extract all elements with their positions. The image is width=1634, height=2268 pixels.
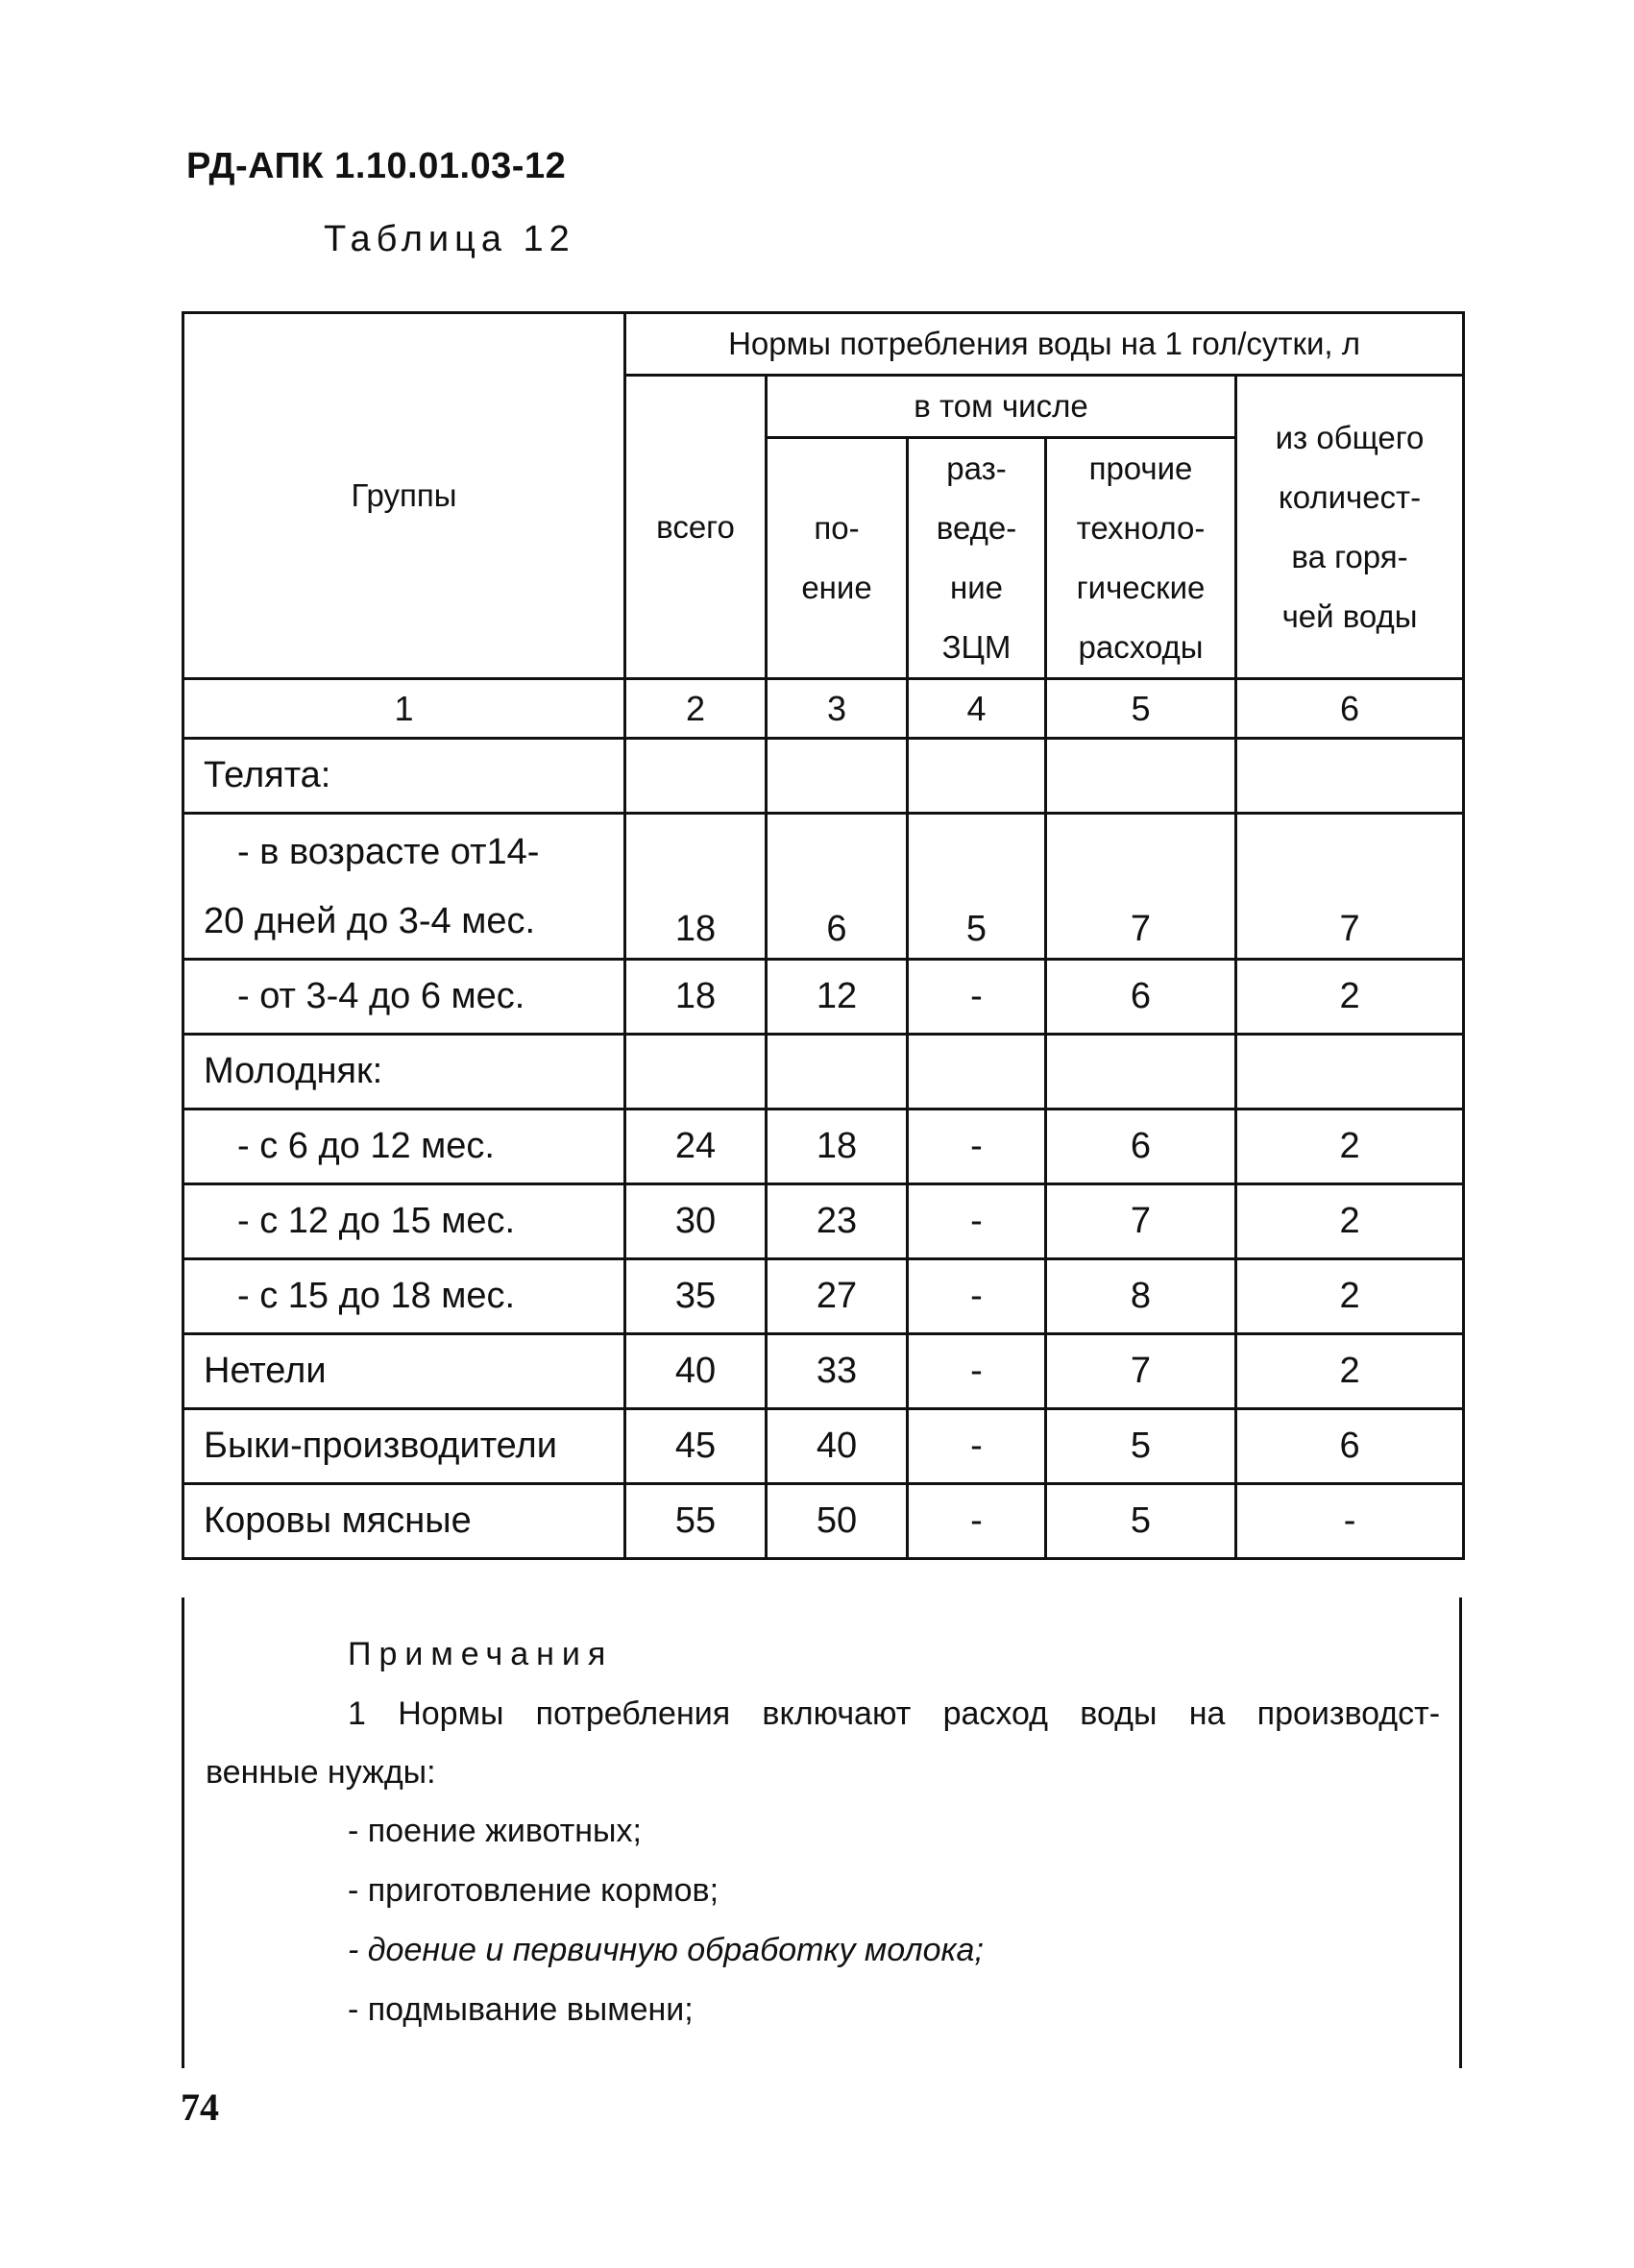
group-label: Телята: [183,739,625,814]
value-zcm: - [908,1110,1046,1184]
table-row [183,1184,1464,1259]
value-zcm: - [908,1484,1046,1559]
value-total: 30 [625,1184,767,1259]
group-label-line: - в возрасте от14- [237,831,540,872]
group-label: Коровы мясные [183,1484,625,1559]
value-zcm: - [908,1334,1046,1409]
value-total: 45 [625,1409,767,1484]
table-row [183,1484,1464,1559]
group-label: Быки-производители [183,1409,625,1484]
value-other: 5 [1046,1484,1236,1559]
header-norms: Нормы потребления воды на 1 гол/сутки, л [625,313,1464,376]
notes-title: Примечания [348,1636,614,1672]
header-hot-water [1236,376,1464,679]
value-hot-water [1236,1035,1464,1110]
value-other: 7 [1046,1184,1236,1259]
group-label: - с 6 до 12 мес. [183,1110,625,1184]
value-total [625,739,767,814]
column-number: 1 [183,679,625,739]
value-drinking: 18 [767,1110,908,1184]
group-label: - с 15 до 18 мес. [183,1259,625,1334]
group-label [183,814,625,960]
value-total: 55 [625,1484,767,1559]
header-other-line: гические [1076,570,1206,605]
header-hot-water-line: чей воды [1281,597,1418,634]
note-word: 1 [348,1695,366,1732]
table-row [183,739,1464,814]
header-hot-water-line: из общего [1275,419,1425,455]
group-label-line: 20 дней до 3-4 мес. [204,900,536,941]
value-drinking: 40 [767,1409,908,1484]
column-number: 5 [1046,679,1236,739]
header-other-expenses [1046,438,1236,679]
value-hot-water [1236,739,1464,814]
value-zcm: - [908,1184,1046,1259]
header-total: всего [625,376,767,679]
value-total: 18 [625,960,767,1035]
note-word: воды [1080,1695,1158,1732]
note-list-item: - подмывание вымени; [348,1991,694,2028]
header-zcm-line: раз- [946,451,1007,486]
value-total [625,1035,767,1110]
value-total: 35 [625,1259,767,1334]
header-zcm-line: ЗЦМ [941,629,1012,665]
note-word: на [1188,1695,1226,1732]
document-code: РД-АПК 1.10.01.03-12 [186,146,567,186]
group-label: - с 12 до 15 мес. [183,1184,625,1259]
note-word: потребления [535,1695,731,1732]
value-zcm [908,1035,1046,1110]
note-word: включают [762,1695,912,1732]
value-drinking [767,739,908,814]
value-zcm [908,739,1046,814]
value-other: 8 [1046,1259,1236,1334]
value-total: 40 [625,1334,767,1409]
column-number: 2 [625,679,767,739]
value-zcm: - [908,1409,1046,1484]
header-drinking [767,438,908,679]
header-zcm [908,438,1046,679]
table-row [183,1110,1464,1184]
value-hot-water: 6 [1236,1409,1464,1484]
value-other [1046,1035,1236,1110]
value-hot-water: 2 [1236,1334,1464,1409]
note-1-line-2: венные нужды: [206,1754,436,1791]
group-label: Нетели [183,1334,625,1409]
value-drinking: 6 [767,814,908,960]
note-list-item: - поение животных; [348,1813,642,1849]
column-number-row [183,679,1464,739]
note-word: расход [942,1695,1048,1732]
table-title: Таблица 12 [324,219,575,259]
value-other: 6 [1046,960,1236,1035]
header-drinking-line: по- [814,510,860,546]
header-groups: Группы [183,313,625,679]
value-other: 7 [1046,814,1236,960]
page-number: 74 [181,2085,219,2129]
header-zcm-line: веде- [936,510,1017,546]
value-zcm: - [908,960,1046,1035]
note-list-item: - доение и первичную обработку молока; [348,1932,984,1968]
value-drinking: 23 [767,1184,908,1259]
header-other-line: техноло- [1076,510,1206,546]
value-hot-water: 2 [1236,1259,1464,1334]
header-including: в том числе [767,376,1236,438]
value-drinking: 33 [767,1334,908,1409]
value-other [1046,739,1236,814]
column-number: 6 [1236,679,1464,739]
header-other-line: расходы [1078,629,1204,665]
header-hot-water-line: количест- [1278,478,1422,515]
value-total: 24 [625,1110,767,1184]
value-zcm: 5 [908,814,1046,960]
note-list-item: - приготовление кормов; [348,1872,719,1909]
value-drinking: 27 [767,1259,908,1334]
value-other: 6 [1046,1110,1236,1184]
value-hot-water: 2 [1236,960,1464,1035]
value-hot-water: - [1236,1484,1464,1559]
column-number: 4 [908,679,1046,739]
header-hot-water-line: ва горя- [1291,538,1408,574]
value-hot-water: 7 [1236,814,1464,960]
group-label: - от 3-4 до 6 мес. [183,960,625,1035]
table-row [183,814,1464,960]
value-drinking: 12 [767,960,908,1035]
table-row [183,1259,1464,1334]
table-row [183,1409,1464,1484]
value-drinking: 50 [767,1484,908,1559]
norms-table-container [182,311,1462,1560]
note-1-line-1 [348,1695,1440,1733]
column-number: 3 [767,679,908,739]
value-drinking [767,1035,908,1110]
table-row [183,1035,1464,1110]
value-other: 7 [1046,1334,1236,1409]
value-hot-water: 2 [1236,1110,1464,1184]
value-other: 5 [1046,1409,1236,1484]
value-hot-water: 2 [1236,1184,1464,1259]
note-word: Нормы [398,1695,504,1732]
header-other-line: прочие [1088,451,1193,486]
header-drinking-line: ение [801,570,872,605]
notes-section [182,1597,1462,2068]
table-row [183,1334,1464,1409]
note-word: производст- [1256,1695,1441,1732]
water-norms-table [182,311,1465,1560]
header-zcm-line: ние [949,570,1003,605]
table-row [183,960,1464,1035]
group-label: Молодняк: [183,1035,625,1110]
value-zcm: - [908,1259,1046,1334]
value-total: 18 [625,814,767,960]
